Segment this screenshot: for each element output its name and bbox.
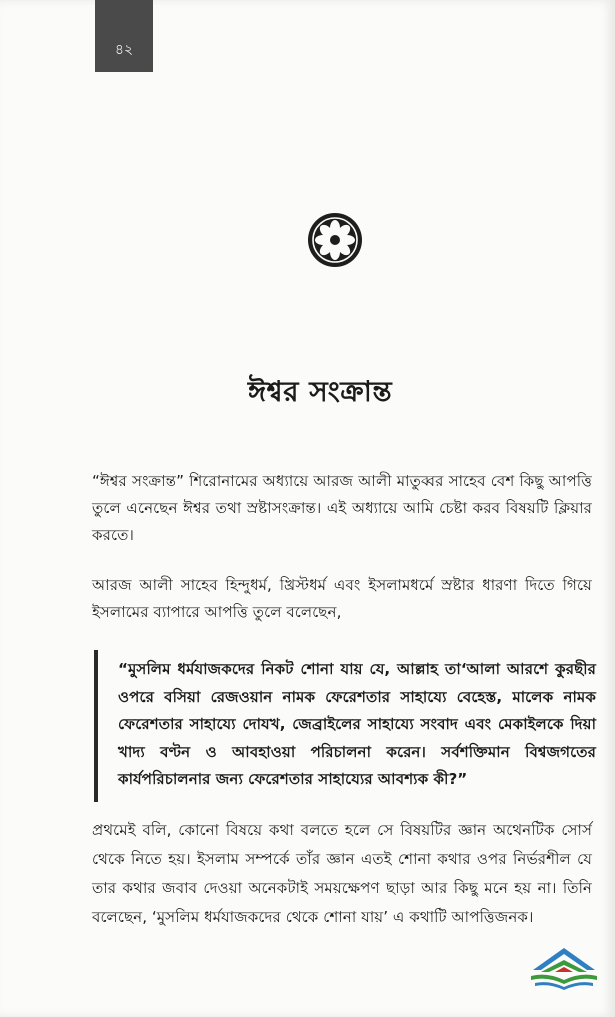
intro-paragraph: “ঈশ্বর সংক্রান্ত” শিরোনামের অধ্যায়ে আরজ আলী মাতুব্বর সাহেব বেশ কিছু আপত্তি তুলে এনেছেন ঈশ্বর তথা স্রষ্টাসংক্রান্ত। এই অধ্যায়ে আমি চেষ্টা করব বিষয়টি ক্লিয়ার করতে। [92, 472, 592, 544]
context-paragraph: আরজ আলী সাহেব হিন্দুধর্ম, খ্রিস্টধর্ম এবং ইসলামধর্মে স্রষ্টার ধারণা দিতে গিয়ে ইসলামের ব্যাপারে আপত্তি তুলে বলেছেন, [92, 576, 592, 621]
quote-text: “মুসলিম ধর্মযাজকদের নিকট শোনা যায় যে, আল্লাহ তা‘আলা আরশে কুরছীর ওপরে বসিয়া রেজওয়ান নামক ফেরেশতার সাহায্যে বেহেস্ত, মালেক নামক ফেরেশতার সাহায্যে দোযখ, জেব্রাইলের সাহায্যে সংবাদ এবং মেকাইলকে দিয়া খাদ্য বণ্টন ও আবহাওয়া পরিচালনা করেন। সর্বশক্তিমান বিশ্বজগতের কার্যপরিচালনার জন্য ফেরেশতার সাহায্যের আবশ্যক কী?” [118, 660, 596, 788]
response-paragraph: প্রথমেই বলি, কোনো বিষয়ে কথা বলতে হলে সে বিষয়টির জ্ঞান অথেনটিক সোর্স থেকে নিতে হয়। ইসলাম সম্পর্কে তাঁর জ্ঞান এতই শোনা কথার ওপর নির্ভরশীল যে তার কথার জবাব দেওয়া অনেকটাই সময়ক্ষেপণ ছাড়া আর কিছু মনে হয় না। তিনি বলেছেন, ‘মুসলিম ধর্মযাজকদের থেকে শোনা যায়’ এ কথাটি আপত্তিজনক। [92, 821, 592, 926]
publisher-logo-icon [527, 942, 601, 996]
page-number: ৪২ [114, 42, 134, 58]
chapter-heading: ঈশ্বর সংক্রান্ত [247, 375, 393, 408]
block-quote [94, 650, 598, 802]
page-number-tab [95, 0, 153, 72]
flower-ornament-icon [306, 211, 364, 269]
